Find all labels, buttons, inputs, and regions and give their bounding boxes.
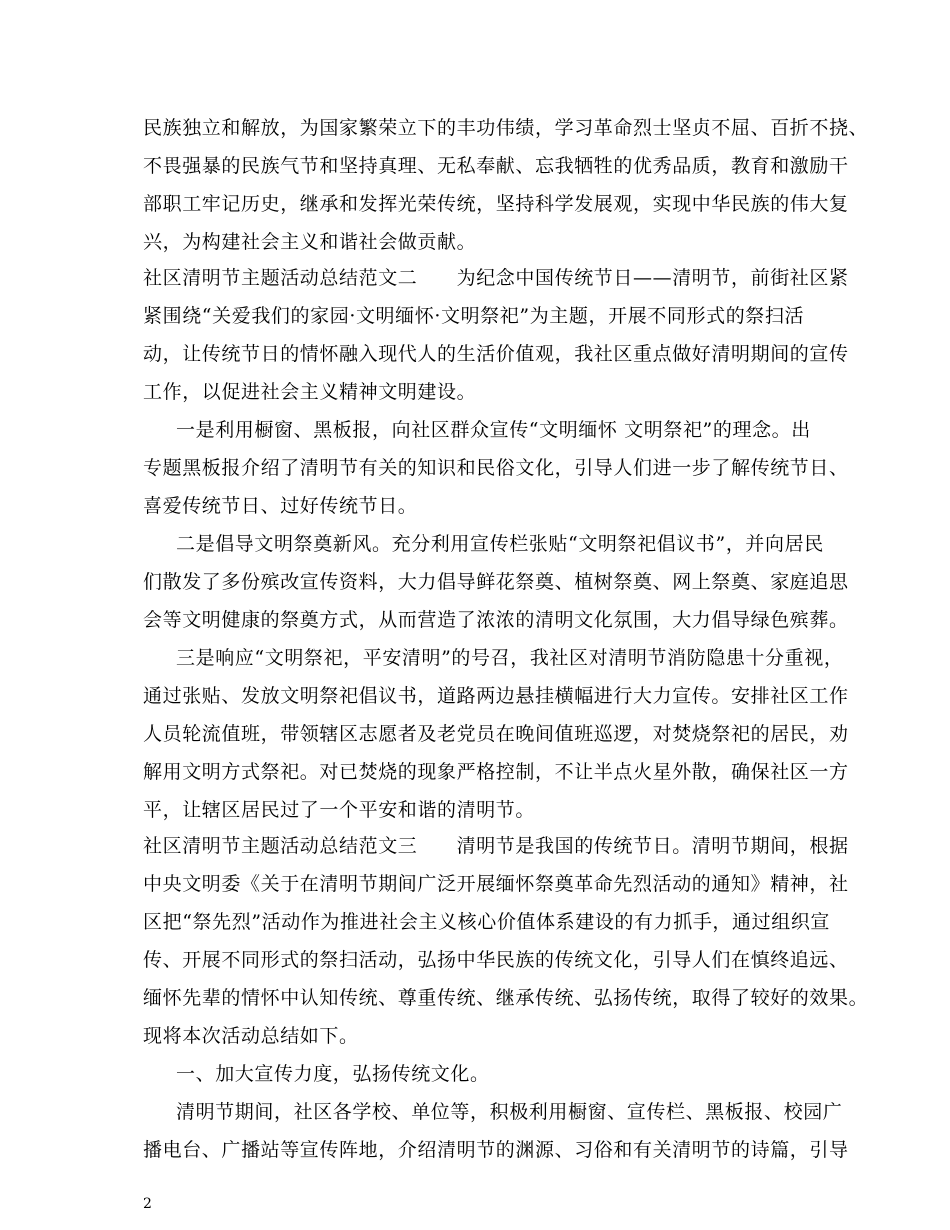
text-line: 工作，以促进社会主义精神文明建设。 bbox=[143, 381, 477, 403]
text-line: 平，让辖区居民过了一个平安和谐的清明节。 bbox=[143, 799, 536, 821]
text-line: 会等文明健康的祭奠方式，从而营造了浓浓的清明文化氛围，大力倡导绿色殡葬。 bbox=[143, 609, 849, 631]
text-line: 部职工牢记历史，继承和发挥光荣传统，坚持科学发展观，实现中华民族的伟大复 bbox=[143, 193, 849, 215]
text-line: 们散发了多份殡改宣传资料，大力倡导鲜花祭奠、植树祭奠、网上祭奠、家庭追思 bbox=[143, 571, 849, 593]
text-line: 喜爱传统节日、过好传统节日。 bbox=[143, 495, 418, 517]
section-heading-line: 社区清明节主题活动总结范文三 清明节是我国的传统节日。清明节期间，根据 bbox=[143, 835, 849, 857]
text-line: 传、开展不同形式的祭扫活动，弘扬中华民族的传统文化，引导人们在慎终追远、 bbox=[143, 949, 849, 971]
text-line: 人员轮流值班，带领辖区志愿者及老党员在晚间值班巡逻，对焚烧祭祀的居民，劝 bbox=[143, 723, 849, 745]
text-line: 通过张贴、发放文明祭祀倡议书，道路两边悬挂横幅进行大力宣传。安排社区工作 bbox=[143, 685, 849, 707]
paragraph-start-line: 二是倡导文明祭奠新风。充分利用宣传栏张贴“文明祭祀倡议书”，并向居民 bbox=[176, 533, 824, 555]
text-line: 中央文明委《关于在清明节期间广泛开展缅怀祭奠革命先烈活动的通知》精神，社 bbox=[143, 873, 849, 895]
paragraph-start-line: 清明节期间，社区各学校、单位等，积极利用橱窗、宣传栏、黑板报、校园广 bbox=[176, 1101, 843, 1123]
text-line: 区把“祭先烈”活动作为推进社会主义核心价值体系建设的有力抓手，通过组织宣 bbox=[143, 911, 831, 933]
paragraph-start-line: 三是响应“文明祭祀，平安清明”的号召，我社区对清明节消防隐患十分重视， bbox=[176, 647, 844, 669]
text-line: 现将本次活动总结如下。 bbox=[143, 1025, 359, 1047]
text-line: 专题黑板报介绍了清明节有关的知识和民俗文化，引导人们进一步了解传统节日、 bbox=[143, 457, 849, 479]
text-line: 播电台、广播站等宣传阵地，介绍清明节的渊源、习俗和有关清明节的诗篇，引导 bbox=[143, 1139, 849, 1161]
text-line: 不畏强暴的民族气节和坚持真理、无私奉献、忘我牺牲的优秀品质，教育和激励干 bbox=[143, 155, 849, 177]
text-line: 紧围绕“关爱我们的家园·文明缅怀·文明祭祀”为主题，开展不同形式的祭扫活 bbox=[143, 305, 805, 327]
text-line: 缅怀先辈的情怀中认知传统、尊重传统、继承传统、弘扬传统，取得了较好的效果。 bbox=[143, 987, 869, 1009]
text-line: 动，让传统节日的情怀融入现代人的生活价值观，我社区重点做好清明期间的宣传 bbox=[143, 343, 849, 365]
text-line: 民族独立和解放，为国家繁荣立下的丰功伟绩，学习革命烈士坚贞不屈、百折不挠、 bbox=[143, 117, 869, 139]
text-line: 解用文明方式祭祀。对已焚烧的现象严格控制，不让半点火星外散，确保社区一方 bbox=[143, 761, 849, 783]
paragraph-start-line: 一是利用橱窗、黑板报，向社区群众宣传“文明缅怀 文明祭祀”的理念。出 bbox=[176, 419, 811, 441]
section-heading-line: 社区清明节主题活动总结范文二 为纪念中国传统节日——清明节，前街社区紧 bbox=[143, 267, 849, 289]
page-number: 2 bbox=[143, 1196, 152, 1212]
paragraph-start-line: 一、加大宣传力度，弘扬传统文化。 bbox=[176, 1063, 490, 1085]
text-line: 兴，为构建社会主义和谐社会做贡献。 bbox=[143, 231, 477, 253]
